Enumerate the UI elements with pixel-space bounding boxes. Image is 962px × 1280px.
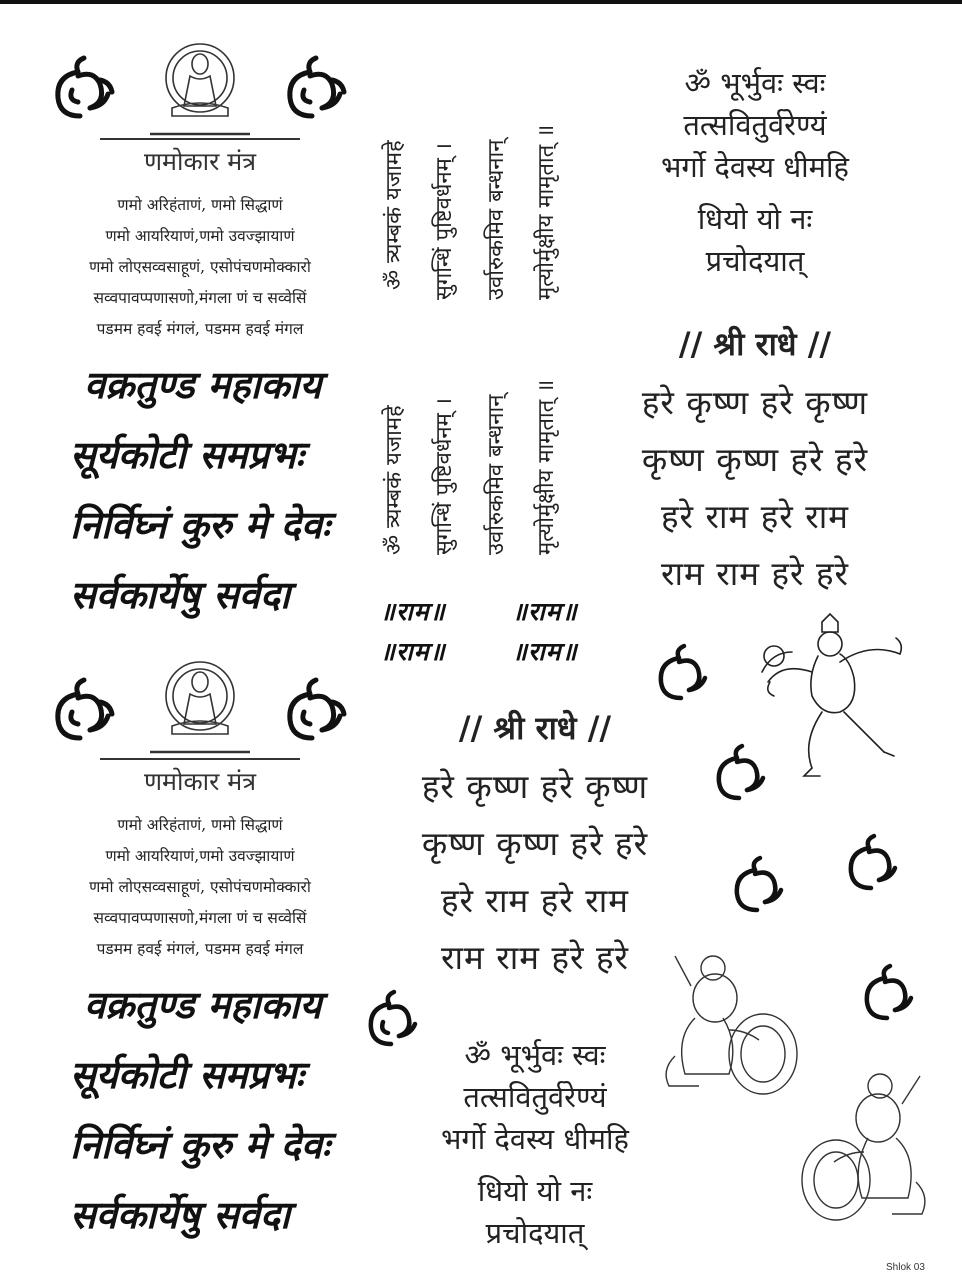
ganesha-icon [708,740,774,810]
namokar-line: णमो अरिहंताणं, णमो सिद्धाणं [117,816,283,834]
seated-tirthankara-icon [150,656,250,756]
rama-token: ॥राम॥ [512,637,578,666]
mahamrityunjaya-line: मृत्योर्मुक्षीय मामृतात् ॥ [534,124,559,300]
kirtan-line: राम राम हरे हरे [660,554,850,593]
gayatri-line: धियो यो नः [477,1174,593,1208]
radhe-title: // श्री राधे // [678,325,832,363]
ganesha-icon [840,830,906,900]
mahamrityunjaya-line: मृत्योर्मुक्षीय मामृतात् ॥ [534,379,559,555]
vakratunda-line: निर्विघ्नं कुरु मे देवः [70,502,330,547]
kirtan-line: कृष्ण कृष्ण हरे हरे [641,440,869,479]
gayatri-line: भर्गो देवस्य धीमहि [441,1122,629,1156]
namokar-line: णमो लोएसव्वसाहूणं, एसोपंचणमोक्कारो [89,878,311,896]
rama-token: ॥राम॥ [512,597,578,626]
ganesha-icon [48,672,120,744]
mahamrityunjaya-line: उर्वारुकमिव बन्धनान् [484,139,509,300]
gayatri-line: तत्सवितुर्वरेण्यं [463,1080,607,1114]
namokar-line: सव्वपावप्पणासणो,मंगला णं च सव्वेसिं [93,289,307,307]
kirtan-line: राम राम हरे हरे [440,938,630,977]
bal-krishna-icon [792,1064,942,1234]
kirtan-line: कृष्ण कृष्ण हरे हरे [421,824,649,863]
top-border [0,0,962,4]
seated-tirthankara-icon [150,38,250,138]
namokar-line: सव्वपावप्पणासणो,मंगला णं च सव्वेसिं [93,909,307,927]
vakratunda-line: निर्विघ्नं कुरु मे देवः [70,1122,330,1167]
vakratunda-line: वक्रतुण्ड महाकाय [84,362,322,407]
kirtan-line: हरे कृष्ण हरे कृष्ण [641,383,869,422]
namokar-line: णमो लोएसव्वसाहूणं, एसोपंचणमोक्कारो [89,258,311,276]
kirtan-line: हरे कृष्ण हरे कृष्ण [421,767,649,806]
ganesha-icon [280,50,352,122]
hare-krishna-mantra [610,374,900,602]
vakratunda-line: सूर्यकोटी समप्रभः [70,432,304,477]
gayatri-mantra [620,62,890,282]
namokar-line: णमो आयरियाणं,णमो उवज्झायाणं [105,227,295,245]
rama-token: ॥राम॥ [380,597,446,626]
gayatri-line: प्रचोदयात् [705,244,805,278]
ganesha-icon [48,50,120,122]
gayatri-mantra [400,1034,670,1254]
namokar-line: णमो आयरियाणं,णमो उवज्झायाणं [105,847,295,865]
bal-krishna-icon [655,946,805,1106]
namokar-line: पडमम हवई मंगलं, पडमम हवई मंगल [96,320,304,338]
namokar-line: पडमम हवई मंगलं, पडमम हवई मंगल [96,940,304,958]
kirtan-line: हरे राम हरे राम [440,881,630,920]
vakratunda-shlok [70,350,370,630]
mahamrityunjaya-line: सुगन्धिं पुष्टिवर्धनम् । [432,397,457,555]
ganesha-icon [856,960,922,1030]
mahamrityunjaya-line: उर्वारुकमिव बन्धनान् [484,394,509,555]
hare-krishna-mantra [390,758,680,986]
kirtan-line: हरे राम हरे राम [660,497,850,536]
gayatri-line: ॐ भूर्भुवः स्वः [464,1038,606,1072]
mahamrityunjaya-line: ॐ त्र्यम्बकं यजामहे [382,405,407,555]
vakratunda-line: सर्वकार्येषु सर्वदा [70,1192,290,1237]
gayatri-line: ॐ भूर्भुवः स्वः [684,66,826,100]
vakratunda-line: वक्रतुण्ड महाकाय [84,982,322,1027]
namokar-line: णमो अरिहंताणं, णमो सिद्धाणं [117,196,283,214]
gayatri-line: धियो यो नः [697,202,813,236]
hanuman-flying-icon [752,612,908,782]
vakratunda-shlok [70,970,370,1250]
gayatri-line: भर्गो देवस्य धीमहि [661,150,849,184]
rama-token: ॥राम॥ [380,637,446,666]
namokar-mantra [20,810,380,965]
mahamrityunjaya-line: ॐ त्र्यम्बकं यजामहे [382,140,407,290]
vakratunda-line: सूर्यकोटी समप्रभः [70,1052,304,1097]
ganesha-icon [280,672,352,744]
ganesha-icon [726,852,792,922]
ganesha-icon [650,640,716,710]
radhe-title: // श्री राधे // [458,709,612,747]
namokar-title: णमोकार मंत्र [100,138,300,178]
mahamrityunjaya-line: सुगन्धिं पुष्टिवर्धनम् । [432,142,457,300]
namokar-title: णमोकार मंत्र [100,758,300,798]
footer-label: Shlok 03 [886,1262,925,1273]
gayatri-line: प्रचोदयात् [485,1216,585,1250]
gayatri-line: तत्सवितुर्वरेण्यं [683,108,827,142]
namokar-mantra [20,190,380,345]
vakratunda-line: सर्वकार्येषु सर्वदा [70,572,290,617]
